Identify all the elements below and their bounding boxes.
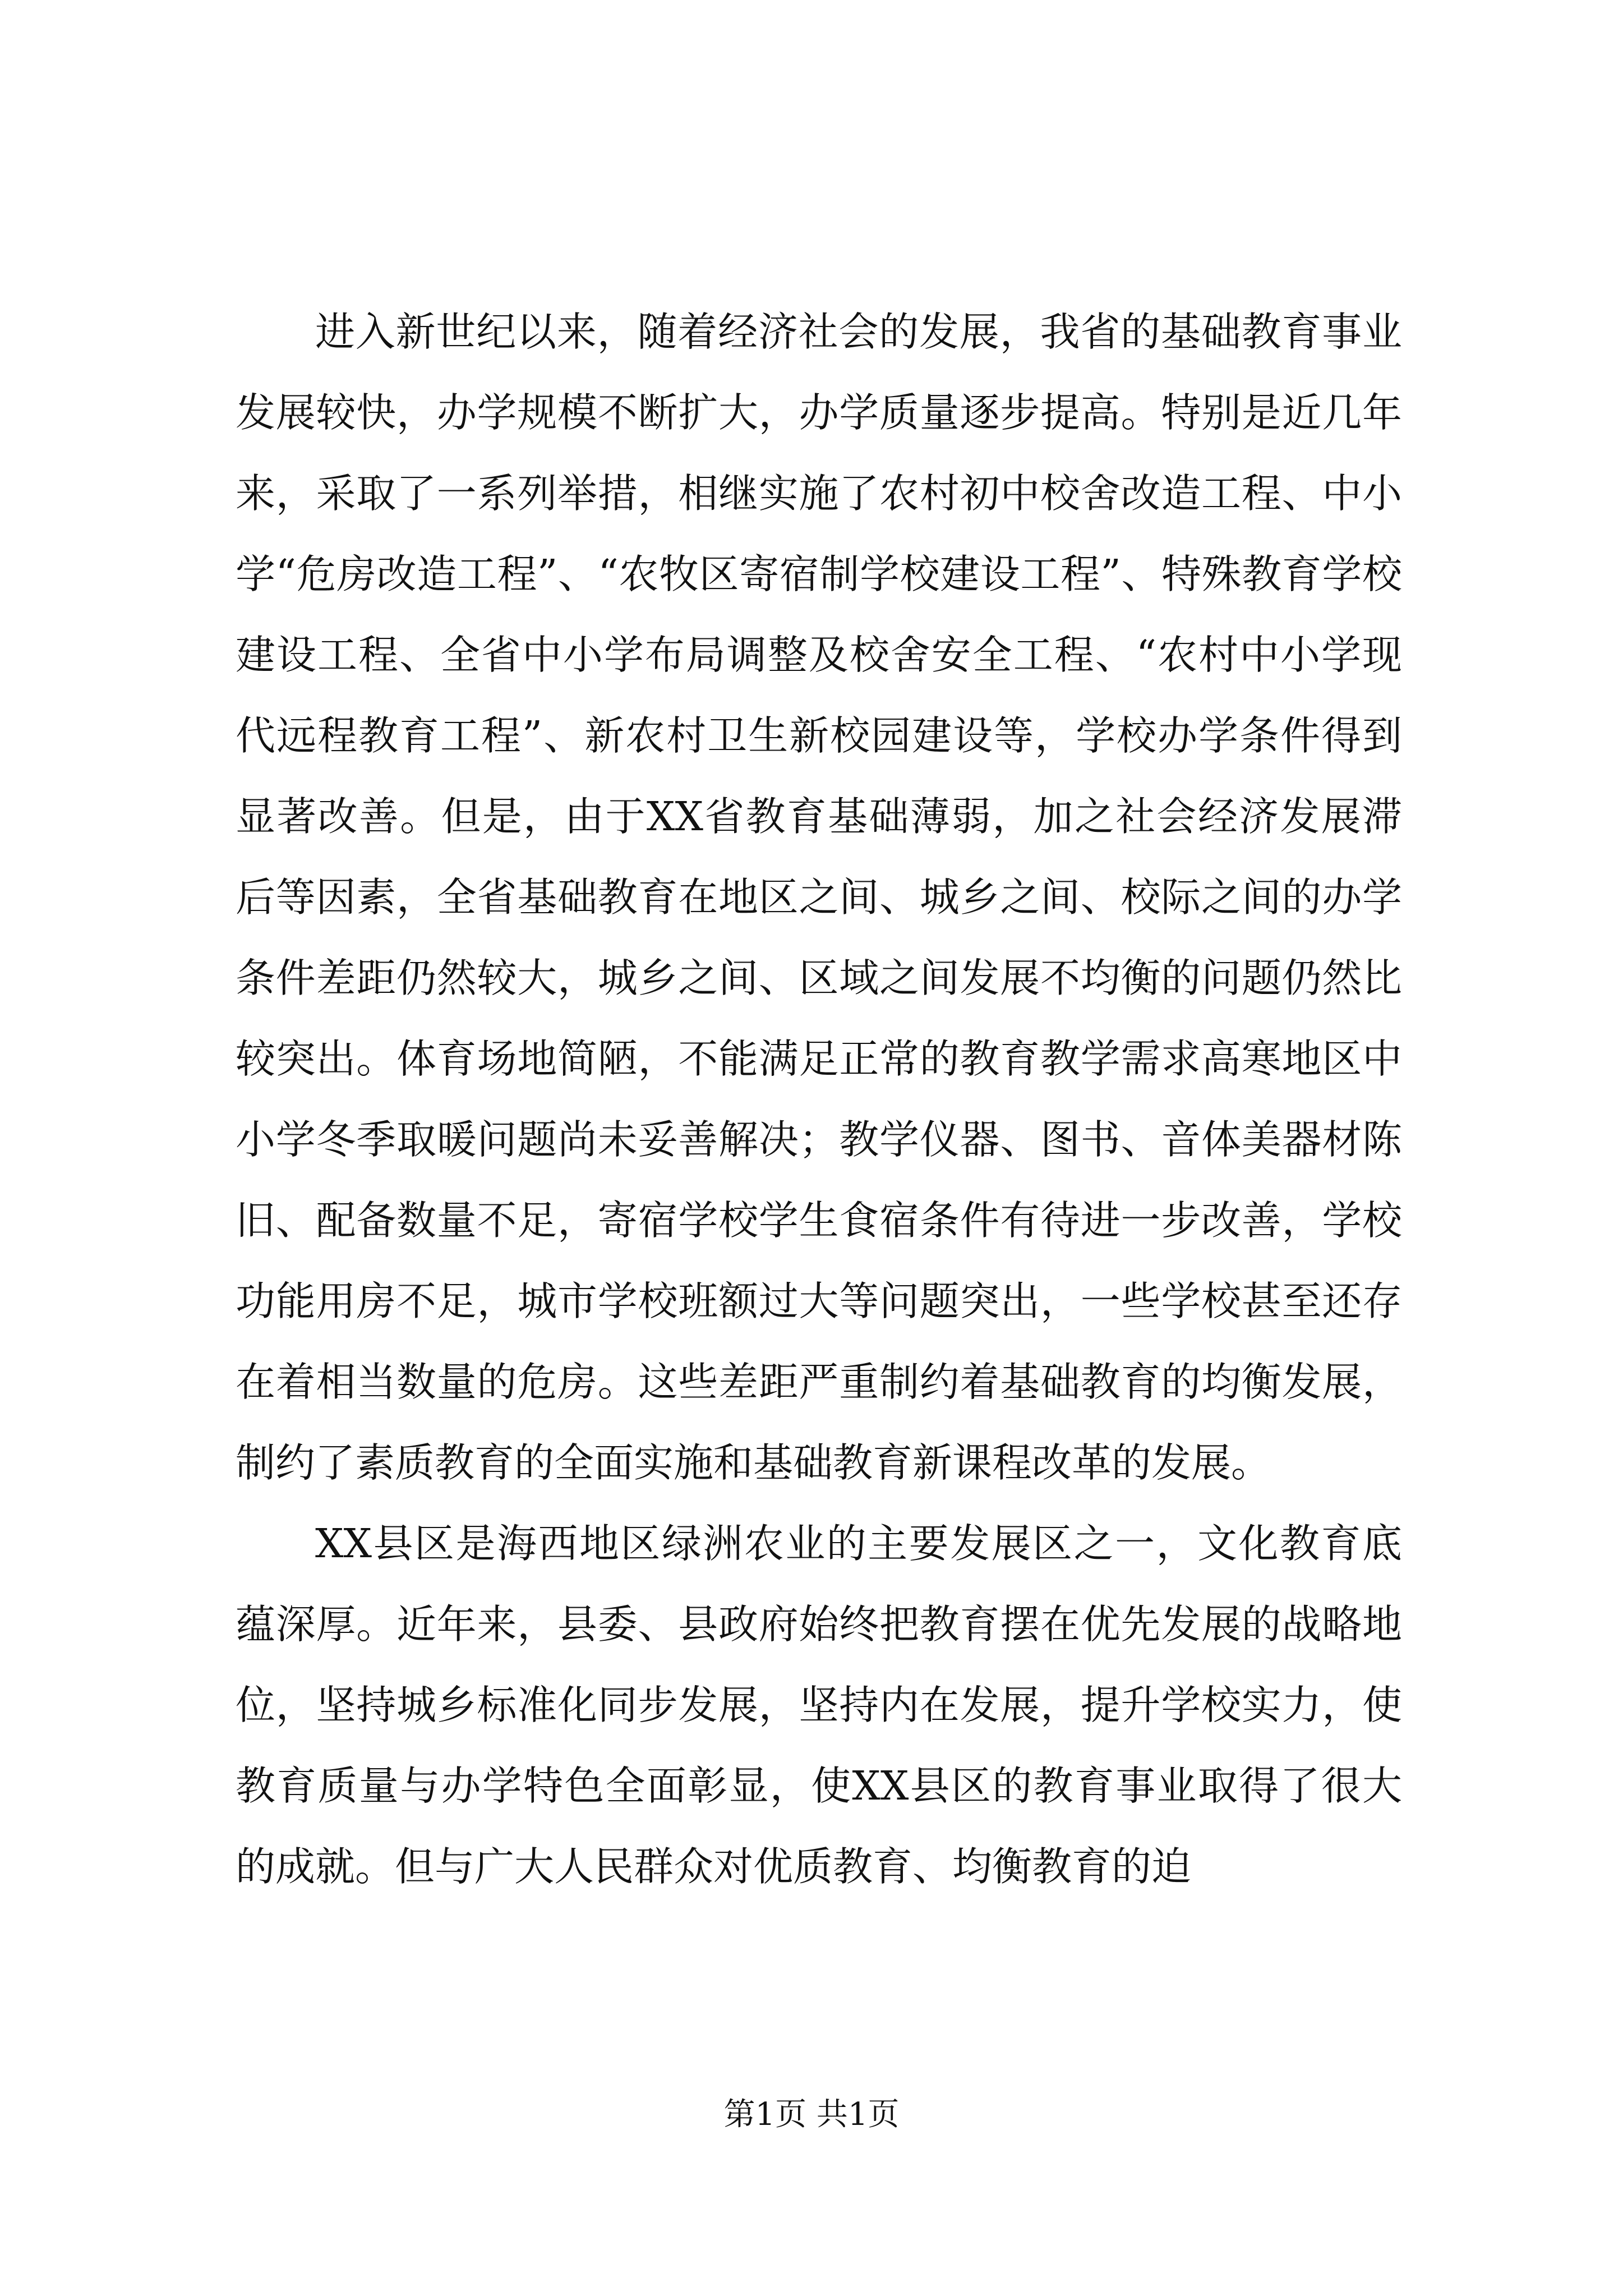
paragraph-1: 进入新世纪以来，随着经济社会的发展，我省的基础教育事业发展较快，办学规模不断扩大，办学质量逐步提高。特别是近几年来，采取了一系列举措，相继实施了农村初中校舍改造工程、中小学“危房改造工程”、“农牧区寄宿制学校建设工程”、特殊教育学校建设工程、全省中小学布局调整及校舍安全工程、“农村中小学现代远程教育工程”、新农村卫生新校园建设等，学校办学条件得到显著改善。但是，由于XX省教育基础薄弱，加之社会经济发展滞后等因素，全省基础教育在地区之间、城乡之间、校际之间的办学条件差距仍然较大，城乡之间、区域之间发展不均衡的问题仍然比较突出。体育场地简陋，不能满足正常的教育教学需求高寒地区中小学冬季取暖问题尚未妥善解决；教学仪器、图书、音体美器材陈旧、配备数量不足，寄宿学校学生食宿条件有待进一步改善，学校功能用房不足，城市学校班额过大等问题突出，一些学校甚至还存在着相当数量的危房。这些差距严重制约着基础教育的均衡发展，制约了素质教育的全面实施和基础教育新课程改革的发展。 (236, 309, 1402, 1486)
paragraph-2: XX县区是海西地区绿洲农业的主要发展区之一，文化教育底蕴深厚。近年来，县委、县政府始终把教育摆在优先发展的战略地位，坚持城乡标准化同步发展，坚持内在发展，提升学校实力，使教育质量与办学特色全面彰显，使XX县区的教育事业取得了很大的成就。但与广大人民群众对优质教育、均衡教育的迫 (236, 1520, 1402, 1890)
document-body (236, 292, 1402, 1907)
page-footer: 第1页 共1页 (723, 2096, 900, 2133)
